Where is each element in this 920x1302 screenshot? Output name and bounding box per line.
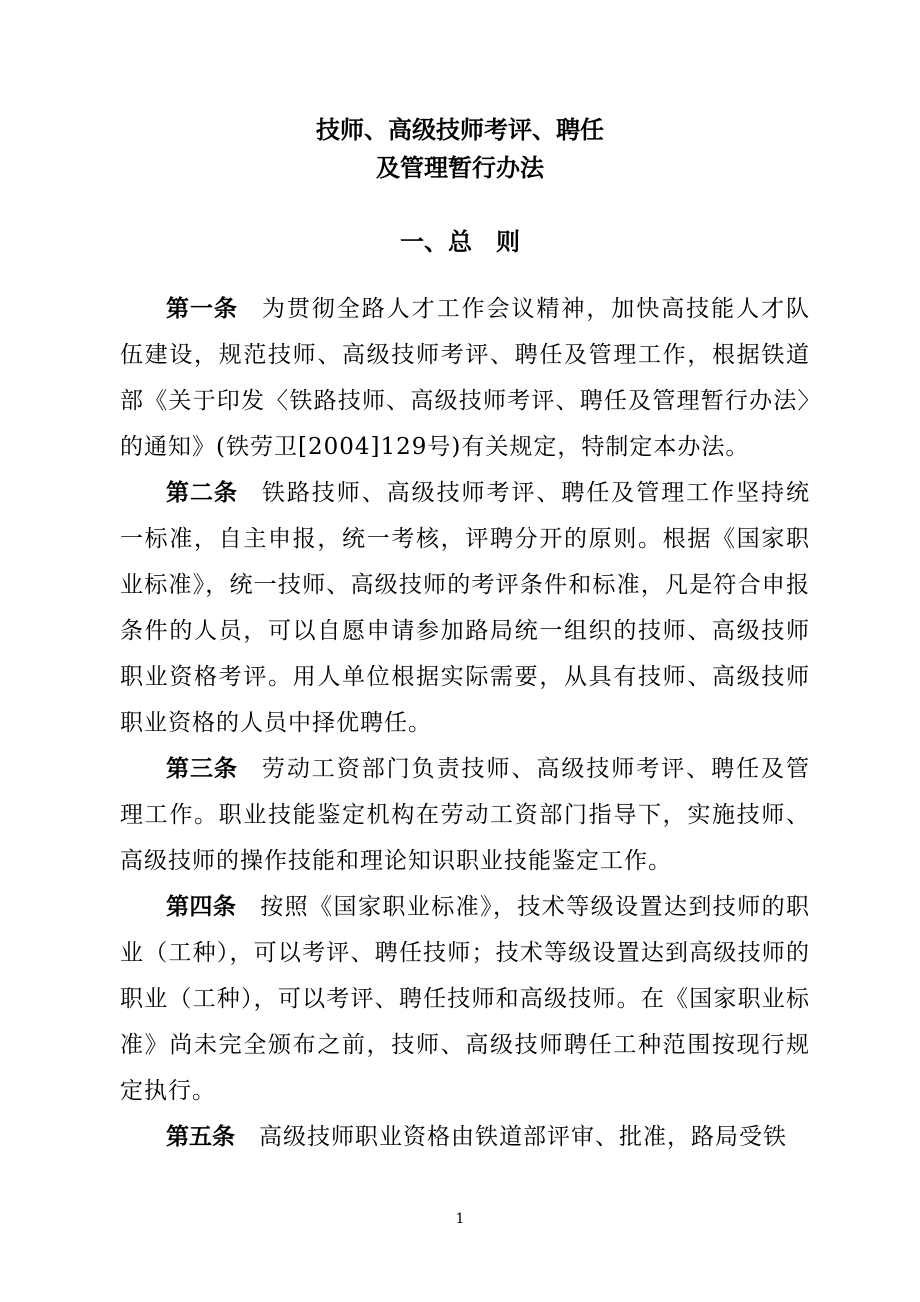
article-text: 劳动工资部门负责技师、高级技师考评、聘任及管理工作。职业技能鉴定机构在劳动工资部门指导下，实施技师、高级技师的操作技能和理论知识职业技能鉴定工作。	[120, 756, 810, 874]
document-body	[120, 286, 810, 1160]
article-4	[120, 884, 810, 1114]
article-text: 高级技师职业资格由铁道部评审、批准，路局受铁	[259, 1124, 787, 1150]
article-label: 第一条	[166, 296, 238, 322]
article-3	[120, 746, 810, 884]
article-2	[120, 470, 810, 746]
article-1	[120, 286, 810, 470]
document-title-line-1: 技师、高级技师考评、聘任	[316, 116, 604, 144]
article-label: 第三条	[166, 756, 238, 782]
section-heading: 一、总 则	[400, 228, 520, 256]
article-text: 按照《国家职业标准》，技术等级设置达到技师的职业（工种），可以考评、聘任技师；技术等级设置达到高级技师的职业（工种），可以考评、聘任技师和高级技师。在《国家职业标准》尚未完全颁布之前，技师、高级技师聘任工种范围按现行规定执行。	[120, 894, 811, 1104]
article-5	[120, 1114, 810, 1160]
article-label: 第五条	[166, 1124, 235, 1150]
article-text: 铁路技师、高级技师考评、聘任及管理工作坚持统一标准，自主申报，统一考核，评聘分开的原则。根据《国家职业标准》，统一技师、高级技师的考评条件和标准，凡是符合申报条件的人员，可以自愿申请参加路局统一组织的技师、高级技师职业资格考评。用人单位根据实际需要，从具有技师、高级技师职业资格的人员中择优聘任。	[120, 480, 810, 736]
article-label: 第四条	[166, 894, 237, 920]
document-title-line-2: 及管理暂行办法	[376, 154, 544, 182]
article-label: 第二条	[166, 480, 238, 506]
page-number: 1	[455, 1211, 465, 1227]
article-text: 为贯彻全路人才工作会议精神，加快高技能人才队伍建设，规范技师、高级技师考评、聘任及管理工作，根据铁道部《关于印发〈铁路技师、高级技师考评、聘任及管理暂行办法〉的通知》(铁劳卫[2004]129号)有关规定，特制定本办法。	[120, 296, 810, 460]
